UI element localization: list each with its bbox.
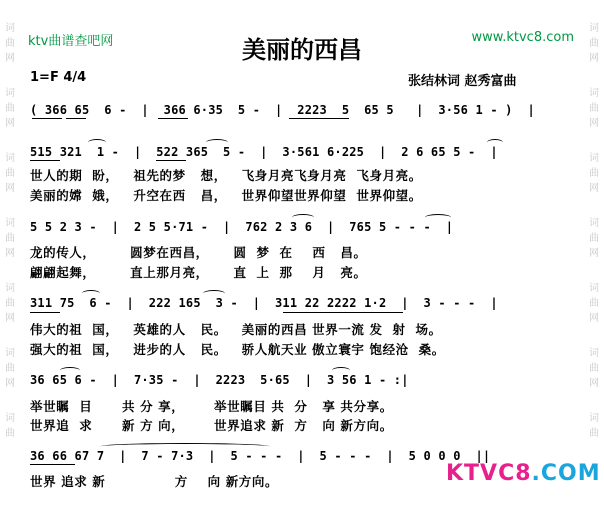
notation-row: 515 321 1 - | 522 365 5 - | 3·561 6·225 | 2 6 65 5 - |: [30, 145, 498, 159]
side-watermark-char: 词: [5, 218, 15, 229]
side-watermark-char: 网: [589, 118, 599, 129]
side-watermark-char: 网: [5, 118, 15, 129]
beam-underline: [156, 160, 186, 161]
side-watermark-char: 网: [589, 53, 599, 64]
slur-arc: [82, 290, 100, 297]
side-watermark-char: 曲: [5, 298, 15, 309]
side-watermark-char: 词: [589, 348, 599, 359]
side-watermark-char: 网: [5, 183, 15, 194]
slur-arc: [88, 139, 106, 146]
side-watermark-char: 词: [5, 23, 15, 34]
site-label-left: ktv曲谱查吧网: [28, 34, 114, 49]
slur-arc: [292, 214, 314, 221]
side-watermark-right: [586, 0, 602, 514]
slur-arc: [425, 214, 451, 221]
side-watermark-char: 网: [5, 378, 15, 389]
side-watermark-char: 曲: [5, 363, 15, 374]
side-watermark-char: 词: [589, 218, 599, 229]
side-watermark-char: 网: [589, 378, 599, 389]
beam-underline: [32, 118, 62, 119]
side-watermark-char: 词: [589, 283, 599, 294]
notation-row: 311 75 6 - | 222 165 3 - | 311 22 2222 1·2 | 3 - - - |: [30, 296, 498, 310]
side-watermark-char: 词: [5, 153, 15, 164]
brand-watermark: KTVC8.COM: [446, 461, 601, 486]
side-watermark-left: [2, 0, 18, 514]
beam-underline: [283, 312, 403, 313]
slur-arc: [206, 139, 228, 146]
slur-arc: [203, 290, 225, 297]
slur-arc: [487, 139, 503, 146]
side-watermark-char: 词: [5, 283, 15, 294]
lyric-line: 世人的期 盼， 祖先的梦 想， 飞身月亮飞身月亮 飞身月亮。: [30, 168, 422, 183]
song-title: 美丽的西昌: [242, 36, 362, 64]
lyric-line: 翩翩起舞， 直上那月亮， 直 上 那 月 亮。: [30, 265, 367, 280]
side-watermark-char: 词: [5, 413, 15, 424]
beam-underline: [30, 312, 60, 313]
side-watermark-char: 曲: [5, 38, 15, 49]
lyric-line: 世界追 求 新 方 向， 世界追求 新 方 向 新方向。: [30, 418, 393, 433]
notation-row: 36 65 6 - | 7·35 - | 2223 5·65 | 3 56 1 - :|: [30, 373, 409, 387]
side-watermark-char: 曲: [589, 168, 599, 179]
lyric-line: 世界 追求 新 方 向 新方向。: [30, 474, 279, 489]
side-watermark-char: 曲: [5, 103, 15, 114]
side-watermark-char: 网: [5, 53, 15, 64]
notation-row: 36 66 67 7 | 7 - 7·3 | 5 - - - | 5 - - - | 5 0 0 0 ||: [30, 449, 491, 463]
notation-row: ( 366 65 6 - | 366 6·35 5 - | 2223 5 65 5 | 3·56 1 - ) |: [30, 103, 535, 117]
beam-underline: [158, 118, 188, 119]
lyric-line: 伟大的祖 国， 英雄的人 民。 美丽的西昌 世界一流 发 射 场。: [30, 322, 442, 337]
side-watermark-char: 网: [5, 248, 15, 259]
side-watermark-char: 网: [589, 183, 599, 194]
beam-underline: [289, 118, 349, 119]
side-watermark-char: 曲: [5, 168, 15, 179]
side-watermark-char: 网: [589, 313, 599, 324]
side-watermark-char: 曲: [589, 103, 599, 114]
side-watermark-char: 网: [589, 248, 599, 259]
slur-arc: [60, 367, 80, 374]
side-watermark-char: 曲: [589, 38, 599, 49]
site-url-right: www.ktvc8.com: [471, 30, 574, 45]
beam-underline: [30, 160, 60, 161]
side-watermark-char: 网: [5, 313, 15, 324]
beam-underline: [30, 464, 75, 465]
lyric-line: 龙的传人， 圆梦在西昌， 圆 梦 在 西 昌。: [30, 245, 367, 260]
side-watermark-char: 词: [589, 413, 599, 424]
side-watermark-char: 词: [5, 348, 15, 359]
lyric-line: 举世瞩 目 共 分 享， 举世瞩目 共 分 享 共分享。: [30, 399, 393, 414]
notation-row: 5 5 2 3 - | 2 5 5·71 - | 762 2 3 6 | 765 5 - - - |: [30, 220, 454, 234]
side-watermark-char: 词: [589, 23, 599, 34]
beam-underline: [66, 118, 86, 119]
lyric-line: 强大的祖 国， 进步的人 民。 骄人航天业 傲立寰宇 饱经沧 桑。: [30, 342, 445, 357]
slur-arc: [332, 367, 350, 374]
side-watermark-char: 词: [589, 153, 599, 164]
side-watermark-char: 曲: [589, 298, 599, 309]
slur-arc: [100, 443, 270, 450]
side-watermark-char: 曲: [5, 428, 15, 439]
side-watermark-char: 词: [5, 88, 15, 99]
side-watermark-char: 词: [589, 88, 599, 99]
side-watermark-char: 曲: [589, 363, 599, 374]
song-credits: 张结林词 赵秀富曲: [408, 74, 517, 89]
side-watermark-char: 曲: [5, 233, 15, 244]
lyric-line: 美丽的嫦 娥， 升空在西 昌， 世界仰望世界仰望 世界仰望。: [30, 188, 422, 203]
side-watermark-char: 曲: [589, 428, 599, 439]
key-signature: 1=F 4/4: [30, 70, 87, 85]
side-watermark-char: 曲: [589, 233, 599, 244]
